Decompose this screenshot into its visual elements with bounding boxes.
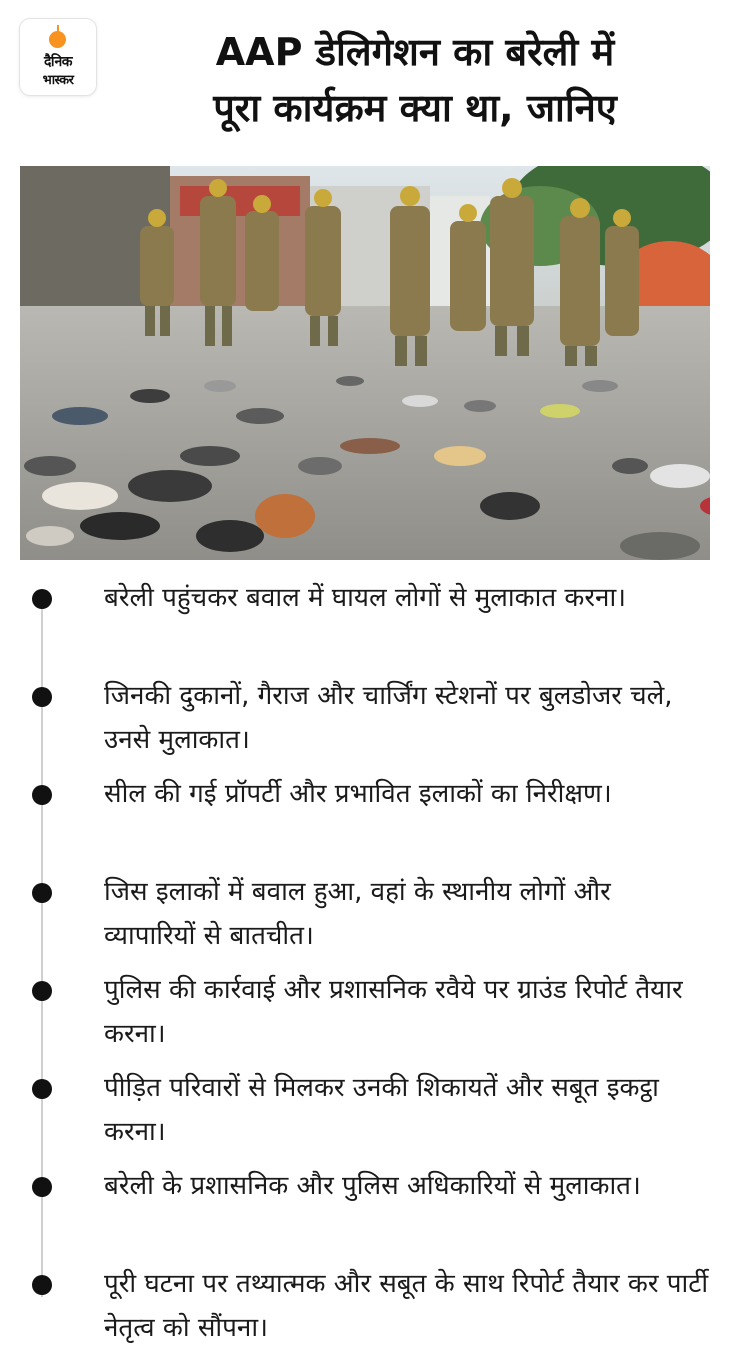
list-item-text: जिनकी दुकानों, गैराज और चार्जिंग स्टेशनों पर बुलडोजर चले, उनसे मुलाकात। bbox=[104, 681, 673, 755]
list-item-text: पीड़ित परिवारों से मिलकर उनकी शिकायतें और सबूत इकट्ठा करना। bbox=[104, 1073, 659, 1147]
bullet-icon bbox=[32, 785, 52, 805]
bullet-icon bbox=[32, 1177, 52, 1197]
bullet-icon bbox=[32, 981, 52, 1001]
news-photo bbox=[20, 166, 710, 560]
title-line-1: AAP डेलिगेशन का बरेली में bbox=[215, 30, 615, 74]
list-item-text: सील की गई प्रॉपर्टी और प्रभावित इलाकों का निरीक्षण। bbox=[104, 779, 612, 809]
bullet-icon bbox=[32, 1079, 52, 1099]
logo-sun-icon bbox=[49, 31, 66, 48]
list-item-text: बरेली के प्रशासनिक और पुलिस अधिकारियों से मुलाकात। bbox=[104, 1171, 641, 1201]
list-item-text: पूरी घटना पर तथ्यात्मक और सबूत के साथ रिपोर्ट तैयार कर पार्टी नेतृत्व को सौंपना। bbox=[104, 1269, 709, 1343]
program-list bbox=[0, 572, 730, 1356]
bullet-icon bbox=[32, 687, 52, 707]
list-item bbox=[0, 1062, 730, 1160]
list-item-text: पुलिस की कार्रवाई और प्रशासनिक रवैये पर ग्राउंड रिपोर्ट तैयार करना। bbox=[104, 975, 683, 1049]
list-item bbox=[0, 964, 730, 1062]
list-item-text: बरेली पहुंचकर बवाल में घायल लोगों से मुलाकात करना। bbox=[104, 583, 627, 613]
list-item bbox=[0, 670, 730, 768]
bullet-icon bbox=[32, 589, 52, 609]
bullet-icon bbox=[32, 883, 52, 903]
logo-text-line1: दैनिक bbox=[43, 54, 73, 70]
list-item bbox=[0, 572, 730, 670]
bullet-icon bbox=[32, 1275, 52, 1295]
list-item bbox=[0, 1160, 730, 1258]
list-item bbox=[0, 866, 730, 964]
list-item bbox=[0, 768, 730, 866]
title-line-2: पूरा कार्यक्रम क्या था, जानिए bbox=[213, 86, 617, 130]
brand-logo bbox=[20, 19, 96, 95]
photo-illustration bbox=[20, 166, 710, 560]
logo-text-line2: भास्कर bbox=[42, 73, 74, 88]
list-item-text: जिस इलाकों में बवाल हुआ, वहां के स्थानीय लोगों और व्यापारियों से बातचीत। bbox=[104, 877, 611, 951]
list-item bbox=[0, 1258, 730, 1356]
page-title bbox=[110, 24, 720, 136]
